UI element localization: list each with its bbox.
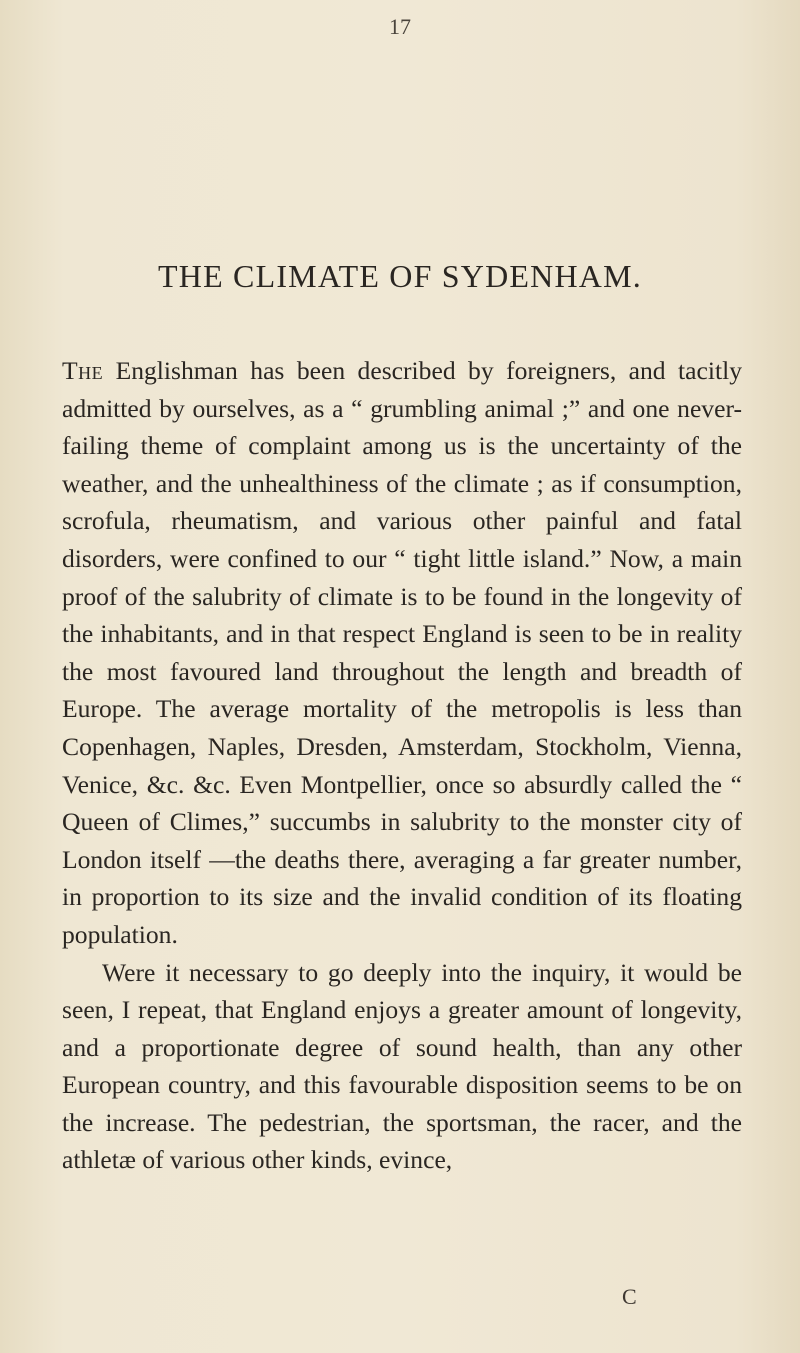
paragraph-text: Englishman has been described by foreigners, and tacitly admitted by ourselves, as a “ grumbling animal ;” and one never-failing theme of complaint among us is the uncertainty of the weather, and the unhealthiness of the climate ; as if consumption, scrofula, rheumatism, and various other painful and fatal disorders, were confined to our “ tight little island.” Now, a main proof of the salubrity of climate is to be found in the longevity of the inhabitants, and in that respect England is seen to be in reality the most favoured land throughout the length and breadth of Europe. The average mortality of the metropolis is less than Copenhagen, Naples, Dresden, Amsterdam, Stockholm, Vienna, Venice, &c. &c. Even Montpellier, once so absurdly called the “ Queen of Climes,” succumbs in salubrity to the monster city of London itself —the deaths there, averaging a far greater number, in proportion to its size and the invalid condition of its floating population. <box>62 356 742 949</box>
printer-signature-mark: C <box>622 1284 637 1309</box>
paragraph-2 <box>62 954 742 1180</box>
paragraph-lead-word: The <box>62 356 104 385</box>
body-text <box>62 352 742 1179</box>
paragraph-1 <box>62 352 742 954</box>
page-number: 17 <box>389 14 411 39</box>
chapter-title: THE CLIMATE OF SYDENHAM. <box>158 258 642 294</box>
paragraph-text: Were it necessary to go deeply into the inquiry, it would be seen, I repeat, that England enjoys a greater amount of longevity, and a proportionate degree of sound health, than any other European country, and this favourable disposition seems to be on the increase. The pedestrian, the sportsman, the racer, and the athletæ of various other kinds, evince, <box>62 957 742 1175</box>
